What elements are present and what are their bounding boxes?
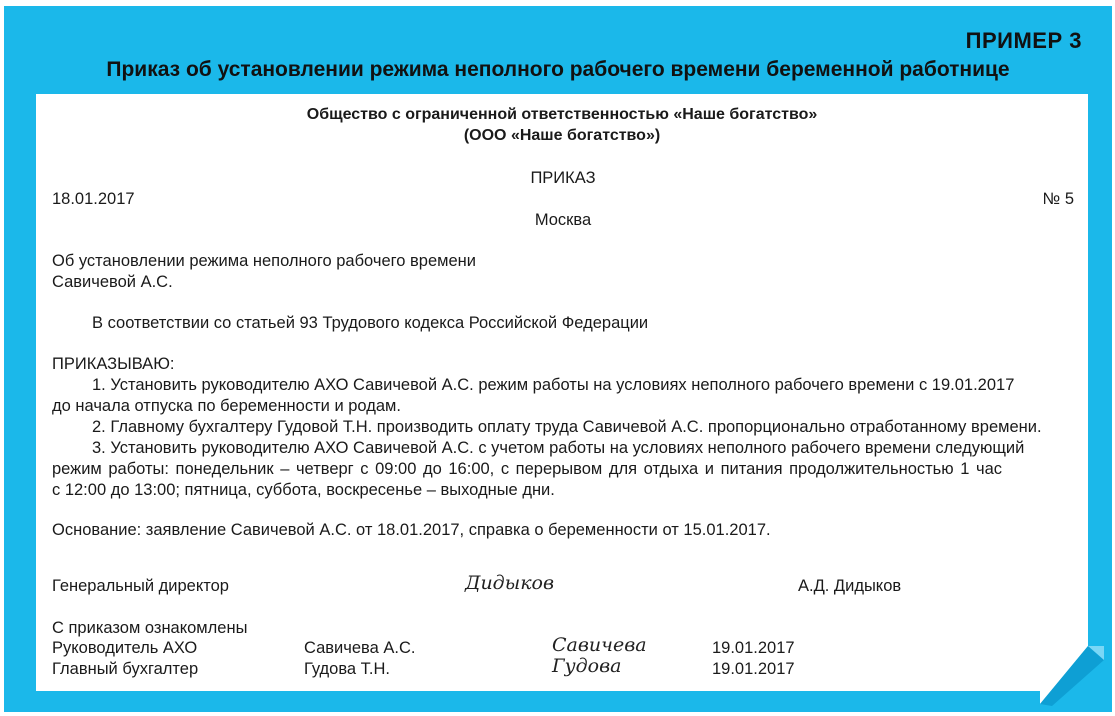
order-item-2: 2. Главному бухгалтеру Гудовой Т.Н. производить оплату труда Савичевой А.С. пропорционально отработанному времени. (92, 418, 1042, 436)
employee-date: 19.01.2017 (712, 639, 795, 657)
acquainted-heading: С приказом ознакомлены (52, 619, 248, 637)
document-number: № 5 (1042, 190, 1074, 208)
document-type: ПРИКАЗ (530, 169, 596, 187)
order-item-3-line-3: с 12:00 до 13:00; пятница, суббота, воскресенье – выходные дни. (52, 481, 555, 499)
employee-name: Гудова Т.Н. (304, 660, 391, 678)
organization-short-name: (ООО «Наше богатство») (463, 127, 661, 144)
director-title: Генеральный директор (52, 577, 229, 595)
example-frame (4, 6, 1112, 712)
page-fold-corner (1040, 646, 1104, 706)
order-item-1-line-2: до начала отпуска по беременности и родам. (52, 397, 401, 415)
order-item-3-line-1: 3. Установить руководителю АХО Савичевой А.С. с учетом работы на условиях неполного рабочего времени следующий (92, 439, 1025, 457)
employee-date: 19.01.2017 (712, 660, 795, 678)
document-sheet (36, 94, 1088, 691)
organization-full-name: Общество с ограниченной ответственностью «Наше богатство» (306, 106, 818, 123)
employee-signature: Гудова (552, 655, 622, 677)
director-name: А.Д. Дидыков (798, 577, 902, 595)
page-title: Приказ об установлении режима неполного рабочего времени беременной работнице (106, 58, 1010, 81)
employee-name: Савичева А.С. (304, 639, 416, 657)
grounds: Основание: заявление Савичевой А.С. от 18.01.2017, справка о беременности от 15.01.2017. (52, 521, 771, 539)
order-word: ПРИКАЗЫВАЮ: (52, 355, 175, 373)
order-item-1-line-1: 1. Установить руководителю АХО Савичевой А.С. режим работы на условиях неполного рабочего времени с 19.01.2017 (92, 376, 1015, 394)
employee-position: Главный бухгалтер (52, 660, 199, 678)
example-label: ПРИМЕР 3 (965, 28, 1082, 53)
subject-line-1: Об установлении режима неполного рабочего времени (52, 252, 477, 270)
document-date: 18.01.2017 (52, 190, 135, 208)
employee-position: Руководитель АХО (52, 639, 198, 657)
employee-signature: Савичева (552, 634, 647, 656)
basis-intro: В соответствии со статьей 93 Трудового кодекса Российской Федерации (92, 314, 649, 332)
subject-line-2: Савичевой А.С. (52, 273, 173, 291)
director-signature: Дидыков (465, 572, 555, 594)
document-city: Москва (534, 211, 592, 229)
order-item-3-line-2: режим работы: понедельник – четверг с 09:00 до 16:00, с перерывом для отдыха и питания продолжительностью 1 час (52, 460, 1003, 478)
